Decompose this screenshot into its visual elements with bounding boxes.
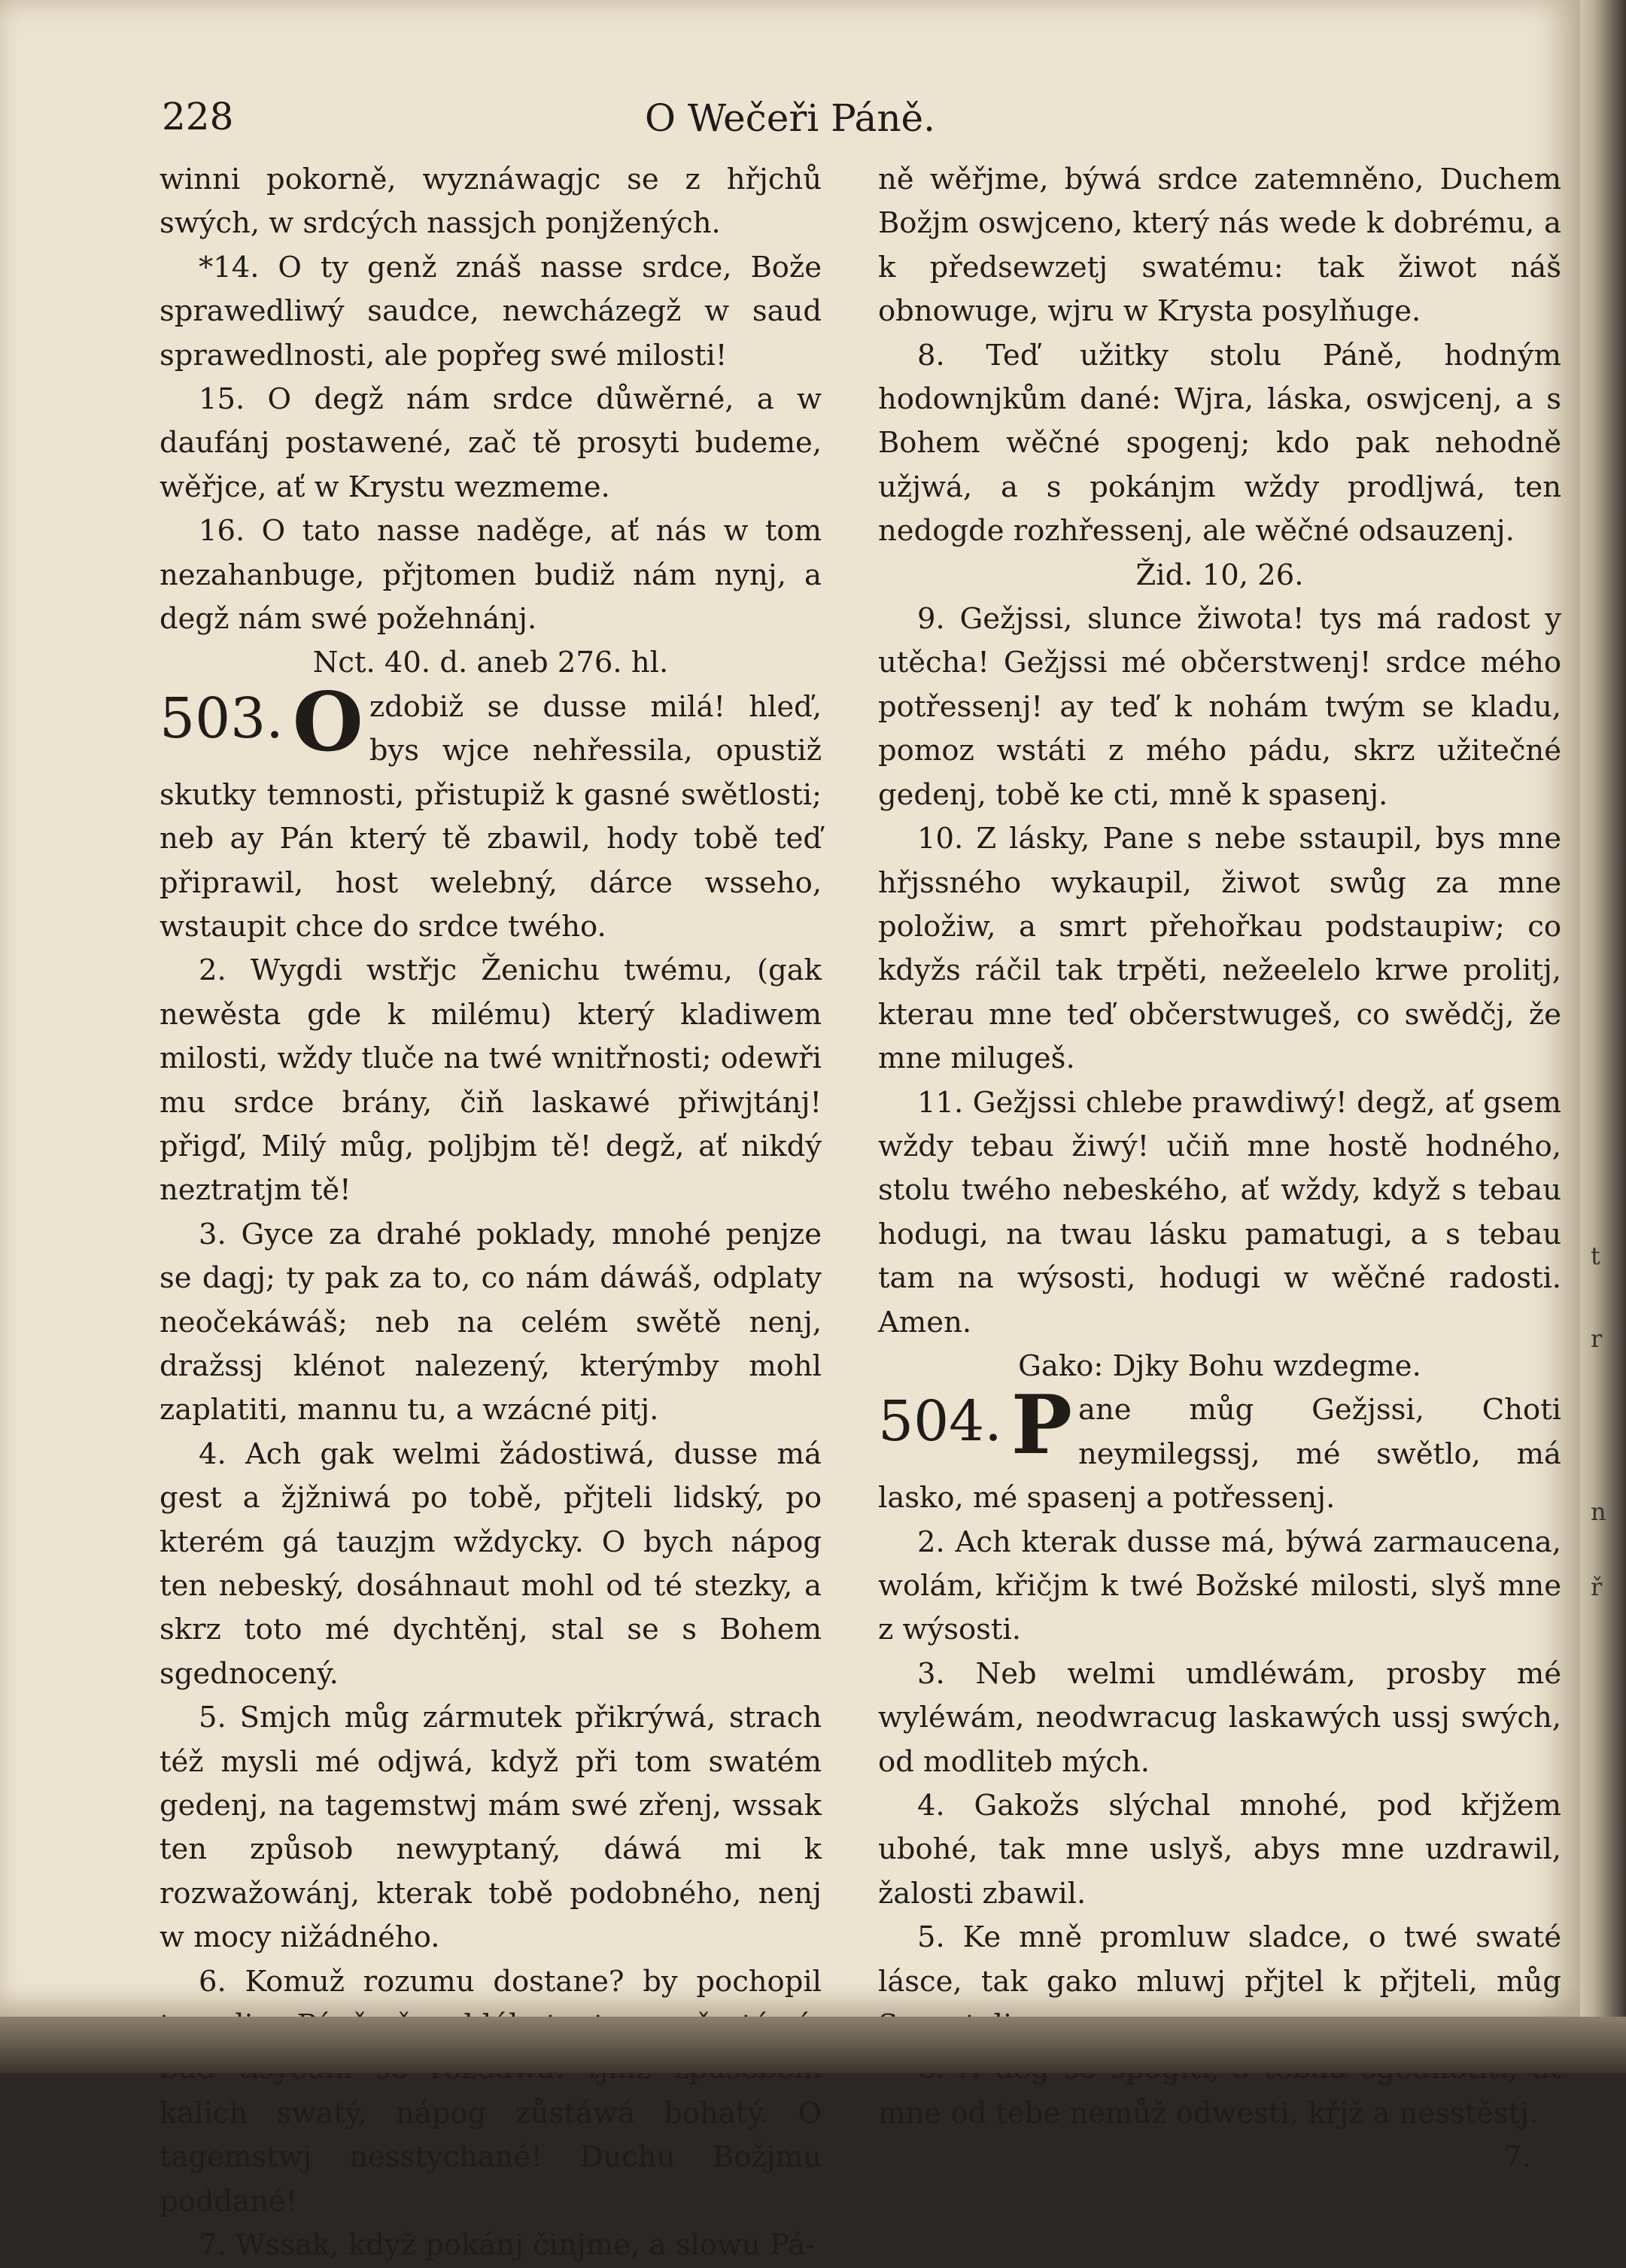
verse-paragraph: 4. Ach gak welmi žádostiwá, dusse má gest a žjžniwá po tobě, přjteli lidský, po kterém gá tauzjm wždycky. O bych nápog ten nebeský, dosáhnaut mohl od té stezky, a skrz toto mé dychtěnj, stal se s Bohem sgednocený.	[160, 1437, 822, 1691]
verse-paragraph: 2. Ach kterak dusse má, býwá zarmaucena, wolám, křičjm k twé Božské milosti, slyš mne z wýsosti.	[878, 1525, 1561, 1647]
verse-paragraph: 7. Wssak, když pokánj činjme, a slowu Pá-	[199, 2228, 816, 2263]
hymn-504-verse-1	[878, 1378, 1561, 1520]
verse-paragraph: 11. Gežjssi chlebe prawdiwý! degž, ať gsem wždy tebau žiwý! učiň mne hostě hodného, stolu twého nebeského, ať wždy, když s tebau hodugi, na twau lásku pamatugi, a s tebau tam na wýsosti, hodugi w wěčné radosti. Amen.	[878, 1085, 1561, 1339]
drop-cap: P	[1011, 1378, 1072, 1473]
verse-paragraph: 15. O degž nám srdce důwěrné, a w daufánj postawené, zač tě prosyti budeme, wěřjce, ať w Krystu wezmeme.	[160, 382, 822, 504]
verse-paragraph: 10. Z lásky, Pane s nebe sstaupil, bys mne hřjssného wykaupil, žiwot swůg za mne položiw, a smrt přehořkau podstaupiw; co kdyžs ráčil tak trpěti, nežeelelo krwe prolitj, kterau mne teď občerstwugeš, co swědčj, že mne milugeš.	[878, 822, 1561, 1076]
drop-cap: O	[292, 674, 363, 770]
running-title: O Wečeři Páně.	[644, 96, 936, 140]
melody-reference: Gako: Djky Bohu wzdegme.	[1018, 1348, 1421, 1383]
melody-reference: Nct. 40. d. aneb 276. hl.	[312, 646, 669, 680]
hymn-503-verse-1	[160, 674, 822, 949]
facing-page-letter: t	[1591, 1242, 1600, 1270]
hymn-number: 503.	[160, 686, 284, 751]
verse-paragraph: 5. Ke mně promluw sladce, o twé swaté lásce, tak gako mluwj přjtel k přjteli, můg	[878, 1920, 1561, 1999]
verse-paragraph: 3. Gyce za drahé poklady, mnohé penjze se dagj; ty pak za to, co nám dáwáš, odplaty neočekáwáš; neb na celém swětě nenj, dražssj klénot nalezený, kterýmby mohl zaplatiti, mannu tu, a wzácné pitj.	[160, 1217, 822, 1427]
verse-paragraph: ně wěřjme, býwá srdce zatemněno, Duchem Božjm oswjceno, který nás wede k dobrému, a k předsewzetj swatému: tak žiwot náš obnowuge, wjru w Krysta posylňuge.	[878, 163, 1561, 329]
facing-page-letter: ř	[1591, 1573, 1603, 1601]
page-bottom-shadow	[0, 2017, 1626, 2073]
scripture-reference: Žid. 10, 26.	[1135, 558, 1304, 592]
verse-text: zdobiž se dusse milá! hleď, bys wjce nehřessila, opustiž skutky temnosti, přistupiž k gasné swětlosti; neb ay Pán který tě zbawil, hody tobě teď připrawil, host welebný, dárce wsseho, wstaupit chce do srdce twého.	[160, 689, 822, 944]
left-text-column	[160, 158, 822, 2268]
facing-page-edge	[1580, 0, 1626, 2073]
verse-paragraph: 8. Teď užitky stolu Páně, hodným hodownjkům dané: Wjra, láska, oswjcenj, a s Bohem wěčné spogenj; kdo pak nehodně užjwá, a s pokánjm wždy prodljwá, ten nedogde rozhřessenj, ale wěčné odsauzenj.	[878, 338, 1561, 549]
verse-paragraph: 4. Gakožs slýchal mnohé, pod křjžem ubohé, tak mne uslyš, abys mne uzdrawil, žalosti zbawil.	[878, 1789, 1561, 1911]
page-number: 228	[162, 95, 234, 138]
facing-page-letter: n	[1591, 1497, 1606, 1526]
verse-paragraph: 9. Gežjssi, slunce žiwota! tys má radost y utěcha! Gežjssi mé občerstwenj! srdce mého potřessenj! ay teď k nohám twým se kladu, pomoz wstáti z mého pádu, skrz užitečné gedenj, tobě ke cti, mně k spasenj.	[878, 602, 1561, 812]
verse-text: ane můg Gežjssi, Choti neymilegssj, mé swětlo, má lasko, mé spasenj a potřessenj.	[878, 1393, 1561, 1516]
verse-paragraph: 2. Wygdi wstřjc Ženichu twému, (gak newěsta gde k milému) který kladiwem milosti, wždy tluče na twé wnitřnosti; odewři mu srdce brány, čiň laskawé přiwjtánj! přigď, Milý můg, poljbjm tě! degž, ať nikdý neztratjm tě!	[160, 953, 822, 1208]
hymn-number: 504.	[878, 1389, 1002, 1455]
verse-paragraph: mne od tebe nemůž odwesti, křjž a nesstěstj.	[878, 2096, 1539, 2130]
verse-paragraph: 3. Neb welmi umdléwám, prosby mé wyléwám, neodwracug laskawých ussj swých, od modliteb mých.	[878, 1656, 1561, 1779]
catchword: 7.	[1503, 2140, 1531, 2175]
verse-paragraph: 16. O tato nasse naděge, ať nás w tom nezahanbuge, přjtomen budiž nám nynj, a degž nám swé požehnánj.	[160, 514, 822, 637]
verse-paragraph: 6. Komuž rozumu dostane? by pochopil kalich swatý, nápog zůstáwá bohatý. O tagemstwj nesstychané! Duchu Božjmu poddané!	[160, 1964, 822, 2218]
right-text-column	[878, 158, 1561, 2180]
verse-paragraph: winni pokorně, wyznáwagjc se z hřjchů swých, w srdcých nassjch ponjžených.	[160, 163, 822, 241]
verse-paragraph: *14. O ty genž znáš nasse srdce, Bože sprawedliwý saudce, newcházegž w saud sprawedlnosti, ale popřeg swé milosti!	[160, 250, 822, 372]
facing-page-letter: r	[1591, 1324, 1603, 1353]
verse-paragraph: 5. Smjch můg zármutek přikrýwá, strach též mysli mé odjwá, když při tom swatém gedenj, na tagemstwj mám swé zřenj, wssak ten způsob newyptaný, dáwá mi k rozwažowánj, kterak tobě podobného, nenj w mocy nižádného.	[160, 1701, 822, 1955]
